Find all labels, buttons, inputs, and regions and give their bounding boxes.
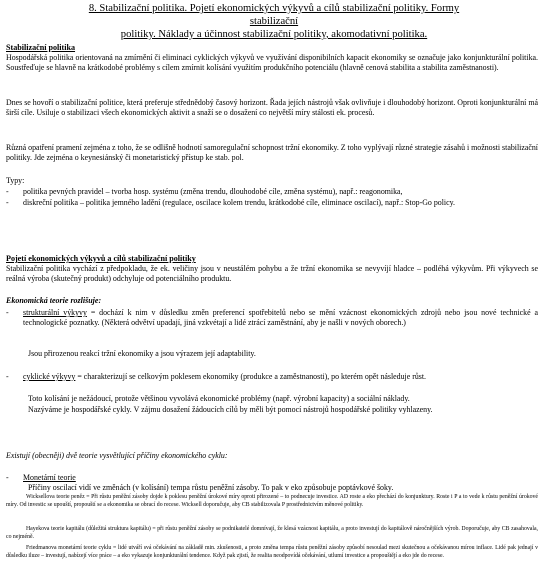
bullet: - [6, 308, 9, 317]
list-item-text: diskreční politika – politika jemného ladění (regulace, oscilace kolem trendu, krátkodobé cíle, eliminace oscilací), např.: Stop-Go policy. [23, 198, 456, 207]
economic-theory-label: Ekonomická teorie rozlišuje: [6, 296, 102, 305]
paragraph-intro: Hospodářská politika orientovaná na zmírnění či eliminaci cyklických výkyvů ve využívání disponibilních kapacit ekonomiky se označuje jako konjunkturální politika. Soustřeďuje se hlavně na krátkodobé problémy s cílem zmírnit kolísání využitím produkčního potenciálu (hlavně cenová stabilita a stabilita zaměstnanosti). [6, 53, 538, 73]
bullet: - [6, 187, 9, 196]
page-title [78, 2, 470, 41]
note-friedman: Friedmanova monetární teorie cyklu = lidé utváří svá očekávání na základě min. zkušenosti, a proto změna tempa růstu peněžní zásoby způsobí nesoulad mezi skutečnou a očekávanou mírou inflace. Lidé pak jednají v důsledku iluze – investují, nabízejí více práce – a eko vykazuje konjunkturální tendence. Když pak zjistí, že realita neodpovídá očekávání, utlumí investice a propouštějí a eko jde do recese. [6, 545, 538, 559]
cyclical-note-2: Nazýváme je hospodářské cykly. V zájmu dosažení žádoucích cílů by měli být pomocí nástrojů hospodářské politiky vyhlazeny. [28, 405, 433, 414]
list-item-text: politika pevných pravidel – tvorba hosp. systému (změna trendu, dlouhodobé cíle, změna systému), např.: reagonomika, [23, 187, 403, 196]
section-title-stabilization: Stabilizační politika [6, 43, 76, 52]
term-structural: strukturální výkyvy [23, 308, 87, 317]
cyclical-note-1: Toto kolísání je nežádoucí, protože většinou vyvolává ekonomické problémy (např. výrobní kapacity) a sociální náklady. [28, 394, 410, 403]
bullet: - [6, 198, 9, 207]
cyclical-definition: = charakterizují se celkovým poklesem ekonomiky (produkce a zaměstnanosti), po kterém opět následuje růst. [75, 372, 427, 381]
section-title-fluctuations: Pojetí ekonomických výkyvů a cílů stabilizační politiky [6, 254, 196, 263]
term-monetary-theory: Monetární teorie [23, 473, 76, 482]
title-line-1: 8. Stabilizační politika. Pojetí ekonomických výkyvů a cílů stabilizační politiky. Formy stabilizační [88, 3, 460, 27]
title-line-2: politiky. Náklady a účinnost stabilizační politiky, akomodativní politika. [120, 29, 428, 40]
monetary-theory-text: Příčiny oscilací vidí ve změnách (v kolísání) tempa růstu peněžní zásoby. To pak v eko způsobuje poptávkové šoky. [28, 483, 394, 492]
list-item-text [23, 308, 538, 328]
paragraph-fluctuations: Stabilizační politika vychází z předpokladu, že ek. veličiny jsou v neustálém pohybu a že tržní ekonomika se nevyvíjí hladce – podléhá výkyvům. Při výkyvech se reálná výroba (skutečný produkt) odchyluje od potenciálního produktu. [6, 264, 538, 284]
term-cyclical: cyklické výkyvy [23, 372, 76, 381]
paragraph-measures: Různá opatření pramení zejména z toho, že se odlišně hodnotí samoregulační schopnost tržní ekonomiky. Z toho vyplývají různé strategie zásahů i možnosti stabilizační politiky. Jde zejména o keynesiánský či monetaristický přístup ke stab. pol. [6, 143, 538, 163]
bullet: - [6, 473, 9, 482]
paragraph-horizon: Dnes se hovoří o stabilizační politice, která preferuje střednědobý časový horizont. Řada jejích nástrojů však ovlivňuje i dlouhodobý horizont. Oproti konjunkturální má širší cíle. Usiluje o stabilizaci všech ekonomických aktivit a snaží se o dosažení co největší míry stálosti ek. procesů. [6, 98, 538, 118]
types-label: Typy: [6, 176, 25, 185]
theories-intro: Existují (obecněji) dvě teorie vysvětlující příčiny ekonomického cyklu: [6, 451, 228, 460]
structural-note: Jsou přirozenou reakcí tržní ekonomiky a jsou výrazem její adaptability. [28, 349, 256, 358]
list-item-text [23, 372, 538, 382]
note-wicksell: Wicksellova teorie peněz = Při růstu peněžní zásoby dojde k poklesu peněžní úrokové míry oproti přirozené – to podnecuje investice. AD roste a eko přechází do konjunktury. Roste i P a to vede k růstu peněžní úrokové míry. Od investic se upouští, propouští se a ekonomika se obrací do recese. Wicksell doporučuje, aby CB stabilizovala P prostřednictvím měnové politiky. [6, 494, 538, 508]
structural-definition: = dochází k nim v důsledku změn preferencí spotřebitelů nebo se mění vzácnost ekonomických zdrojů nebo jsou nové technické a technologické poznatky. (Některá odvětví upadají, jiná vzkvétají a lidé ztrácí zaměstnání, aby je našli v nových oborech.) [23, 308, 538, 328]
note-hayek: Hayekova teorie kapitálu (důležitá struktura kapitálu) = při růstu peněžní zásoby se podnikatelé domnívají, že klesá vzácnost kapitálu, a proto investují do kapitálově náročnějších výrob. Doporučuje, aby CB zasahovala, co nejméně. [6, 526, 538, 540]
bullet: - [6, 372, 9, 381]
